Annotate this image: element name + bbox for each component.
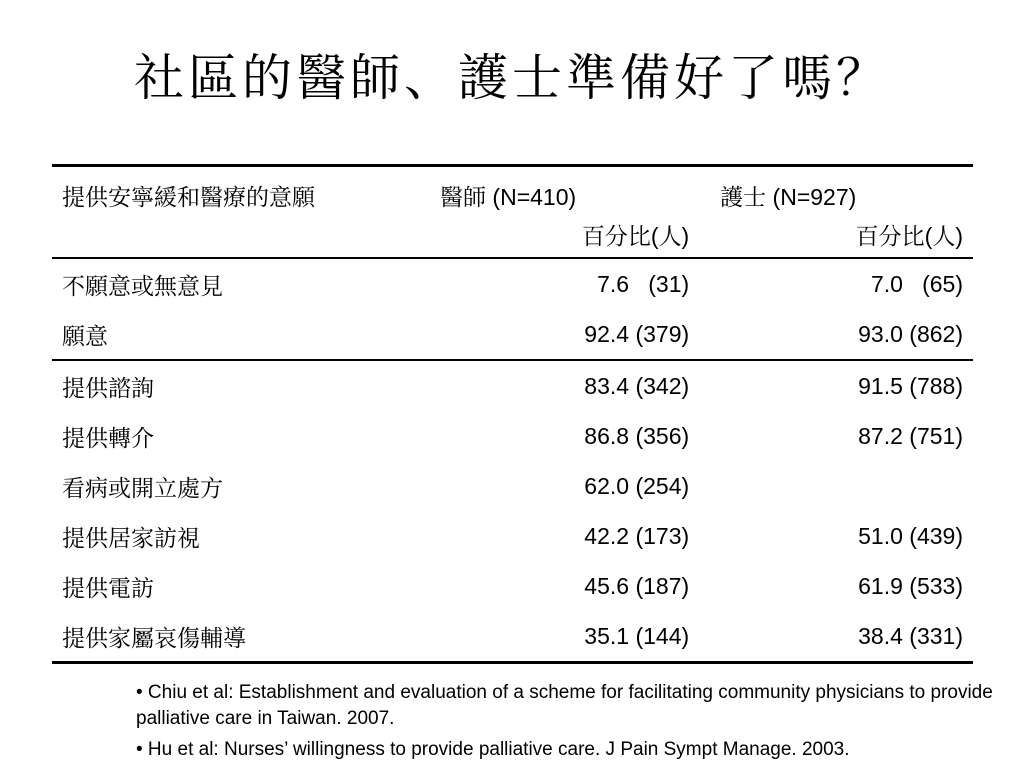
table-header-row	[52, 166, 973, 218]
table-subheader-row	[52, 217, 973, 258]
row-label: 提供家屬哀傷輔導	[52, 611, 430, 663]
table-row	[52, 411, 973, 461]
row-doctor-value: 83.4 (342)	[430, 360, 699, 411]
row-label: 提供轉介	[62, 424, 154, 451]
slide-title: 社區的醫師、護士準備好了嗎？	[134, 49, 890, 107]
row-label: 提供諮詢	[52, 360, 430, 411]
survey-table	[52, 164, 973, 664]
row-doctor-value: 42.2 (173)	[584, 522, 690, 549]
row-doctor-value: 45.6 (187)	[584, 572, 690, 599]
row-nurse-value: 87.2 (751)	[858, 422, 963, 449]
row-label: 願意	[62, 322, 108, 349]
row-doctor-value: 86.8 (356)	[584, 422, 690, 449]
table-row	[52, 461, 973, 511]
row-label: 提供電訪	[62, 574, 154, 601]
subheader-empty	[52, 217, 430, 258]
header-doctor-unit: 百分比(人)	[581, 222, 690, 249]
row-doctor-value: 92.4 (379)	[584, 320, 690, 347]
row-doctor-value: 7.6 (31)	[430, 258, 699, 309]
row-nurse-value: 93.0 (862)	[858, 320, 963, 347]
row-nurse-value	[699, 461, 973, 511]
row-label: 不願意或無意見	[52, 258, 430, 309]
row-nurse-value: 38.4 (331)	[699, 611, 973, 663]
row-nurse-value: 7.0 (65)	[699, 258, 973, 309]
table-row	[52, 360, 973, 411]
references	[136, 680, 1006, 768]
table-row	[52, 561, 973, 611]
row-nurse-value: 91.5 (788)	[699, 360, 973, 411]
row-nurse-value: 61.9 (533)	[858, 572, 963, 599]
row-nurse-value: 51.0 (439)	[858, 522, 963, 549]
table-row	[52, 611, 973, 663]
row-doctor-value: 35.1 (144)	[430, 611, 699, 663]
table-row	[52, 258, 973, 309]
header-nurse: 護士 (N=927)	[699, 166, 973, 218]
header-label: 提供安寧緩和醫療的意願	[52, 166, 430, 218]
row-label: 提供居家訪視	[62, 524, 200, 551]
row-doctor-value: 62.0 (254)	[584, 472, 690, 499]
row-label: 看病或開立處方	[62, 474, 223, 501]
table-row	[52, 511, 973, 561]
reference-item: • Hu et al: Nurses’ willingness to provide palliative care. J Pain Sympt Manage. 2003.	[136, 739, 850, 760]
header-nurse-unit: 百分比(人)	[855, 222, 963, 249]
reference-item: • Chiu et al: Establishment and evaluation of a scheme for facilitating community physicians to provide palliative care in Taiwan. 2007.	[136, 682, 993, 729]
table-row	[52, 309, 973, 360]
header-doctor: 醫師 (N=410)	[430, 166, 699, 218]
